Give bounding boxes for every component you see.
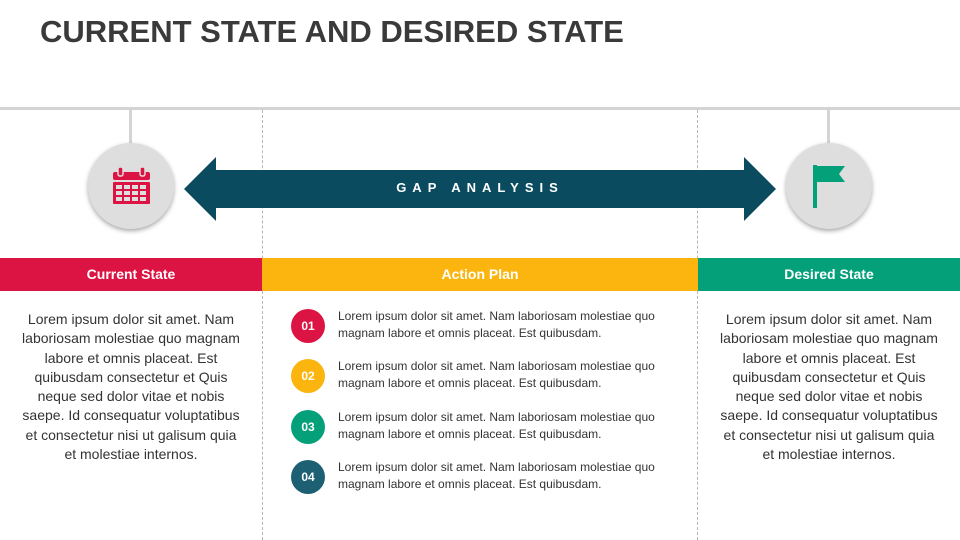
desired-state-circle <box>786 143 872 229</box>
desired-state-text: Lorem ipsum dolor sit amet. Nam laboriosam molestiae quo magnam labore et omnis placeat. Est quibusdam consectetur et Quis neque sed dolor vitae et nobis saepe. Id consequatur voluptatibus et consectetur nisi ut galisum quia et molestiae internos. <box>720 311 938 463</box>
action-step <box>291 309 691 349</box>
current-stem <box>129 110 132 146</box>
step-number-badge: 03 <box>291 410 325 444</box>
current-state-circle <box>88 143 174 229</box>
action-step <box>291 359 691 399</box>
step-number-badge: 04 <box>291 460 325 494</box>
current-state-header: Current State <box>0 258 262 291</box>
step-number-badge: 02 <box>291 359 325 393</box>
action-step <box>291 410 691 450</box>
action-plan-header: Action Plan <box>262 258 698 291</box>
action-step <box>291 460 691 500</box>
calendar-icon <box>88 143 174 229</box>
desired-state-header: Desired State <box>698 258 960 291</box>
top-rule <box>0 107 960 110</box>
desired-stem <box>827 110 830 146</box>
step-text: Lorem ipsum dolor sit amet. Nam laboriosam molestiae quo magnam labore et omnis placeat. Est quibusdam. <box>338 460 655 491</box>
step-text: Lorem ipsum dolor sit amet. Nam laboriosam molestiae quo magnam labore et omnis placeat. Est quibusdam. <box>338 410 655 441</box>
current-state-text: Lorem ipsum dolor sit amet. Nam laboriosam molestiae quo magnam labore et omnis placeat. Est quibusdam consectetur et Quis neque sed dolor vitae et nobis saepe. Id consequatur voluptatibus et consectetur nisi ut galisum quia et molestiae internos. <box>22 311 240 463</box>
step-text: Lorem ipsum dolor sit amet. Nam laboriosam molestiae quo magnam labore et omnis placeat. Est quibusdam. <box>338 309 655 340</box>
flag-icon <box>786 143 872 229</box>
page-title: CURRENT STATE AND DESIRED STATE <box>40 14 624 49</box>
step-number-badge: 01 <box>291 309 325 343</box>
gap-analysis-label: GAP ANALYSIS <box>396 180 564 195</box>
step-text: Lorem ipsum dolor sit amet. Nam laboriosam molestiae quo magnam labore et omnis placeat. Est quibusdam. <box>338 359 655 390</box>
